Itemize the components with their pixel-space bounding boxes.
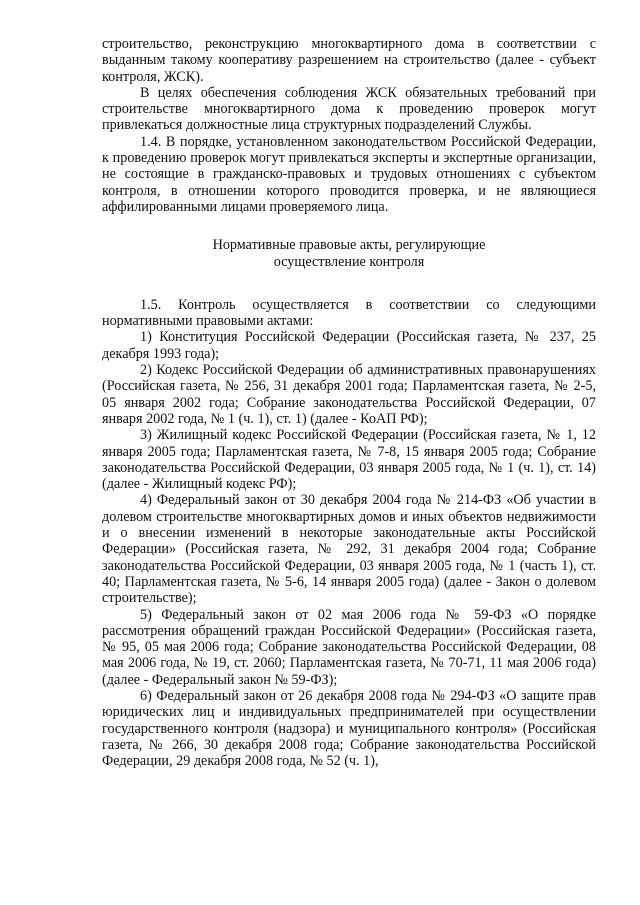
list-item-2: 2) Кодекс Российской Федерации об административных правонарушениях (Российская газета, № 256, 31 декабря 2001 года; Парламентская газета, № 2-5, 05 января 2002 года; Собрание законодательства Российской Федерации, 07 января 2002 года, № 1 (ч. 1), ст. 1) (далее - КоАП РФ); [102,362,596,427]
section-heading-line2: осуществление контроля [273,253,425,270]
list-item-3: 3) Жилищный кодекс Российской Федерации (Российская газета, № 1, 12 января 2005 года; Парламентская газета, № 7-8, 15 января 2005 года; Собрание законодательства Российской Федерации, 03 января 2005 года, № 1 (ч. 1), ст. 14) (далее - Жилищный кодекс РФ); [102,427,596,493]
paragraph-1-4: 1.4. В порядке, установленном законодательством Российской Федерации, к проведению проверок могут привлекаться эксперты и экспертные организации, не состоящие в гражданско-правовых и трудовых отношениях с субъектом контроля, в отношении которого проводится проверка, и не являющиеся аффилированными лицами проверяемого лица. [102,133,596,215]
list-item-5: 5) Федеральный закон от 02 мая 2006 года № 59-ФЗ «О порядке рассмотрения обращений граждан Российской Федерации» (Российская газета, № 95, 05 мая 2006 года; Собрание законодательства Российской Федерации, 08 мая 2006 года, № 19, ст. 2060; Парламентская газета, № 70-71, 11 мая 2006 года) (далее - Федеральный закон № 59-ФЗ); [102,606,596,688]
paragraph-1-5: 1.5. Контроль осуществляется в соответствии со следующими нормативными правовыми актами: [102,296,596,330]
list-item-6: 6) Федеральный закон от 26 декабря 2008 года № 294-ФЗ «О защите прав юридических лиц и индивидуальных предпринимателей при осуществлении государственного контроля (надзора) и муниципального контроля» (Российская газета, № 266, 30 декабря 2008 года; Собрание законодательства Российской Федерации, 29 декабря 2008 года, № 52 (ч. 1), [102,687,596,770]
list-item-4: 4) Федеральный закон от 30 декабря 2004 года № 214-ФЗ «Об участии в долевом строительстве многоквартирных домов и иных объектов недвижимости и о внесении изменений в некоторые законодательные акты Российской Федерации» (Российская газета, № 292, 31 декабря 2004 года; Собрание законодательства Российской Федерации, 03 января 2005 года, № 1 (часть 1), ст. 40; Парламентская газета, № 5-6, 14 января 2005 года) (далее - Закон о долевом строительстве); [102,492,596,607]
paragraph-officials: В целях обеспечения соблюдения ЖСК обязательных требований при строительстве многоквартирного дома к проведению проверок могут привлекаться должностные лица структурных подразделений Службы. [102,84,596,134]
section-heading [102,237,596,270]
section-heading-line1: Нормативные правовые акты, регулирующие [212,237,486,254]
paragraph-continuation: строительство, реконструкцию многоквартирного дома в соответствии с выданным такому кооперативу разрешением на строительство (далее - субъект контроля, ЖСК). [102,36,596,85]
list-item-1: 1) Конституция Российской Федерации (Российская газета, № 237, 25 декабря 1993 года); [102,329,596,362]
